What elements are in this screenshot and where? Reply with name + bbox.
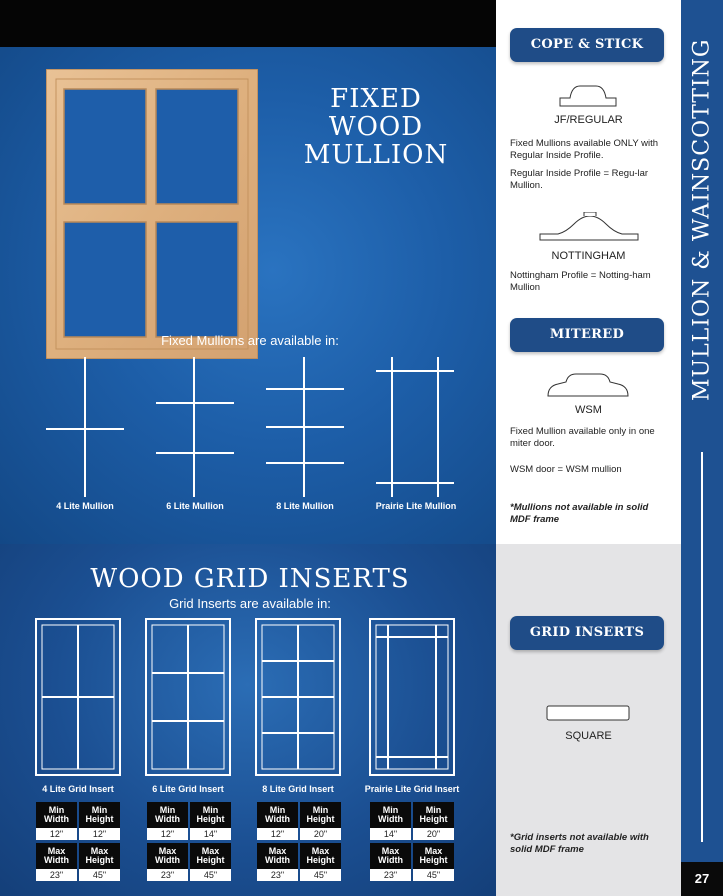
four-lite-grid-insert-diagram	[35, 618, 121, 776]
prairie-lite-grid-insert-diagram	[369, 618, 455, 776]
mitered-note-2: WSM door = WSM mullion	[510, 464, 622, 475]
four-lite-grid-insert-label: 4 Lite Grid Insert	[42, 784, 114, 794]
grid-inserts-availability-text: Grid Inserts are available in:	[169, 596, 331, 611]
profiles-upper-section	[496, 0, 681, 544]
mitered-heading: MITERED	[510, 318, 664, 352]
min-height-header: Min Height	[413, 802, 454, 828]
mitered-note-1: Fixed Mullion available only in one miter door.	[510, 426, 655, 449]
max-height-header: Max Height	[300, 843, 341, 869]
six-lite-grid-insert-label: 6 Lite Grid Insert	[152, 784, 224, 794]
square-label: SQUARE	[565, 730, 612, 742]
min-height-value: 12"	[79, 828, 120, 840]
eight-lite-dimensions-table	[257, 802, 341, 884]
min-width-header: Min Width	[370, 802, 411, 828]
nottingham-label: NOTTINGHAM	[551, 250, 626, 262]
cope-stick-heading: COPE & STICK	[510, 28, 664, 62]
min-width-header: Min Width	[257, 802, 298, 828]
min-height-header: Min Height	[300, 802, 341, 828]
banner-title: MULLION & WAINSCOTTING	[689, 38, 715, 402]
max-width-value: 23"	[36, 869, 77, 881]
min-height-value: 20"	[300, 828, 341, 840]
max-height-value: 45"	[79, 869, 120, 881]
min-height-value: 20"	[413, 828, 454, 840]
prairie-lite-grid-insert-label: Prairie Lite Grid Insert	[364, 784, 460, 794]
title-line: WOOD	[328, 112, 424, 142]
grid-inserts-heading: GRID INSERTS	[510, 616, 664, 650]
six-lite-dimensions-table	[147, 802, 231, 884]
four-lite-mullion-label: 4 Lite Mullion	[56, 501, 114, 511]
grid-inserts-panel	[0, 544, 496, 896]
fixed-mullion-panel	[0, 47, 496, 544]
max-height-header: Max Height	[190, 843, 231, 869]
six-lite-mullion-diagram	[156, 357, 234, 497]
prairie-lite-mullion-diagram	[376, 357, 454, 497]
fixed-mullion-availability-text: Fixed Mullions are available in:	[161, 333, 339, 348]
max-width-header: Max Width	[36, 843, 77, 869]
top-black-bar	[0, 0, 496, 47]
eight-lite-mullion-label: 8 Lite Mullion	[276, 501, 334, 511]
min-width-value: 12"	[36, 828, 77, 840]
square-profile-icon	[546, 704, 630, 722]
grid-inserts-profile-section	[496, 544, 681, 896]
max-height-header: Max Height	[413, 843, 454, 869]
fixed-mullion-title	[296, 85, 456, 169]
title-line: MULLION	[303, 140, 449, 170]
max-width-value: 23"	[147, 869, 188, 881]
prairie-lite-dimensions-table	[370, 802, 454, 884]
jf-regular-label: JF/REGULAR	[554, 114, 623, 126]
max-height-value: 45"	[413, 869, 454, 881]
min-width-header: Min Width	[147, 802, 188, 828]
max-height-value: 45"	[300, 869, 341, 881]
grid-inserts-title: WOOD GRID INSERTS	[90, 564, 410, 594]
min-height-header: Min Height	[79, 802, 120, 828]
mitered-note-3: *Mullions not available in solid MDF frame	[510, 502, 649, 525]
max-width-header: Max Width	[370, 843, 411, 869]
four-lite-mullion-diagram	[46, 357, 124, 497]
jf-regular-profile-icon	[558, 82, 618, 108]
cope-stick-note-2: Regular Inside Profile = Regu-lar Mullion.	[510, 168, 649, 191]
min-height-header: Min Height	[190, 802, 231, 828]
min-width-value: 14"	[370, 828, 411, 840]
min-height-value: 14"	[190, 828, 231, 840]
four-lite-dimensions-table	[36, 802, 120, 884]
wood-door-image	[46, 69, 258, 359]
eight-lite-mullion-diagram	[266, 357, 344, 497]
max-width-value: 23"	[370, 869, 411, 881]
wsm-label: WSM	[575, 404, 602, 416]
max-height-header: Max Height	[79, 843, 120, 869]
eight-lite-grid-insert-diagram	[255, 618, 341, 776]
six-lite-mullion-label: 6 Lite Mullion	[166, 501, 224, 511]
nottingham-profile-icon	[538, 212, 640, 242]
page-number: 27	[681, 862, 723, 896]
max-width-header: Max Width	[147, 843, 188, 869]
max-width-value: 23"	[257, 869, 298, 881]
min-width-header: Min Width	[36, 802, 77, 828]
cope-stick-note-1: Fixed Mullions available ONLY with Regular Inside Profile.	[510, 138, 659, 161]
section-banner	[681, 0, 723, 896]
banner-divider	[701, 452, 703, 842]
prairie-lite-mullion-label: Prairie Lite Mullion	[375, 501, 457, 511]
grid-inserts-note: *Grid inserts not available with solid MDF frame	[510, 832, 649, 855]
title-line: FIXED	[330, 84, 422, 114]
six-lite-grid-insert-diagram	[145, 618, 231, 776]
min-width-value: 12"	[147, 828, 188, 840]
wsm-profile-icon	[546, 370, 630, 398]
profiles-sidebar	[496, 0, 681, 896]
nottingham-note: Nottingham Profile = Notting-ham Mullion	[510, 270, 651, 293]
max-width-header: Max Width	[257, 843, 298, 869]
min-width-value: 12"	[257, 828, 298, 840]
max-height-value: 45"	[190, 869, 231, 881]
eight-lite-grid-insert-label: 8 Lite Grid Insert	[262, 784, 334, 794]
